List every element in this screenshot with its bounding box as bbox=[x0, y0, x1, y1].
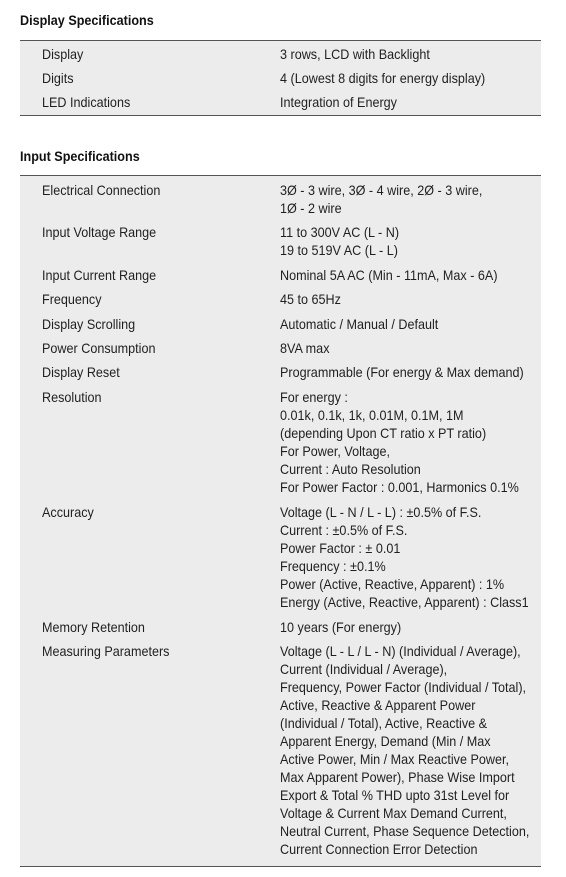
spec-label: Input Current Range bbox=[42, 267, 157, 283]
spec-label: Input Voltage Range bbox=[42, 224, 157, 240]
spec-value-line: 1Ø - 2 wire bbox=[280, 200, 342, 216]
spec-value bbox=[280, 290, 341, 308]
spec-label: Digits bbox=[42, 70, 74, 86]
spec-label: Display Reset bbox=[42, 364, 120, 380]
spec-value-line: 3 rows, LCD with Backlight bbox=[280, 46, 430, 62]
spec-value bbox=[280, 45, 430, 63]
display-specifications-table bbox=[20, 40, 541, 116]
input-specifications-table bbox=[20, 175, 541, 867]
spec-value bbox=[280, 503, 529, 611]
spec-value-line: Export & Total % THD upto 31st Level for bbox=[280, 787, 510, 803]
spec-value-line: 4 (Lowest 8 digits for energy display) bbox=[280, 70, 486, 86]
spec-value-line: Current Connection Error Detection bbox=[280, 841, 478, 857]
spec-label: Power Consumption bbox=[42, 340, 156, 356]
spec-value-line: 19 to 519V AC (L - L) bbox=[280, 242, 398, 258]
spec-value-line: Current : Auto Resolution bbox=[280, 461, 421, 477]
spec-value-line: 10 years (For energy) bbox=[280, 619, 402, 635]
spec-value-line: Neutral Current, Phase Sequence Detection, bbox=[280, 823, 530, 839]
spec-value-line: Automatic / Manual / Default bbox=[280, 316, 439, 332]
spec-value-line: Current : ±0.5% of F.S. bbox=[280, 522, 408, 538]
spec-label: Electrical Connection bbox=[42, 182, 161, 198]
spec-value-line: 11 to 300V AC (L - N) bbox=[280, 224, 400, 240]
spec-value-line: 0.01k, 0.1k, 1k, 0.01M, 0.1M, 1M bbox=[280, 407, 464, 423]
spec-value-line: Energy (Active, Reactive, Apparent) : Class1 bbox=[280, 594, 529, 610]
spec-value-line: Programmable (For energy & Max demand) bbox=[280, 364, 524, 380]
spec-value-line: Power Factor : ± 0.01 bbox=[280, 540, 401, 556]
spec-value bbox=[280, 266, 498, 284]
spec-label: Measuring Parameters bbox=[42, 643, 170, 659]
spec-label: Accuracy bbox=[42, 504, 94, 520]
spec-value-line: Voltage (L - L / L - N) (Individual / Average), bbox=[280, 643, 521, 659]
spec-value-line: Voltage (L - N / L - L) : ±0.5% of F.S. bbox=[280, 504, 482, 520]
spec-value-line: 45 to 65Hz bbox=[280, 291, 341, 307]
spec-label: LED Indications bbox=[42, 94, 131, 110]
spec-value-line: Voltage & Current Max Demand Current, bbox=[280, 805, 507, 821]
spec-value-line: 3Ø - 3 wire, 3Ø - 4 wire, 2Ø - 3 wire, bbox=[280, 182, 483, 198]
spec-value-line: For energy : bbox=[280, 389, 348, 405]
spec-value bbox=[280, 339, 330, 357]
spec-value-line: Active, Reactive & Apparent Power bbox=[280, 697, 476, 713]
spec-value-line: For Power, Voltage, bbox=[280, 443, 390, 459]
spec-label: Display Scrolling bbox=[42, 316, 136, 332]
spec-value bbox=[280, 181, 482, 217]
spec-value-line: Frequency : ±0.1% bbox=[280, 558, 386, 574]
spec-label: Resolution bbox=[42, 389, 102, 405]
spec-value bbox=[280, 388, 519, 496]
spec-label: Frequency bbox=[42, 291, 102, 307]
spec-value-line: Active Power, Min / Max Reactive Power, bbox=[280, 751, 509, 767]
spec-value-line: Max Apparent Power), Phase Wise Import bbox=[280, 769, 515, 785]
spec-value-line: Nominal 5A AC (Min - 11mA, Max - 6A) bbox=[280, 267, 498, 283]
spec-value-line: Apparent Energy, Demand (Min / Max bbox=[280, 733, 491, 749]
spec-value-line: Current (Individual / Average), bbox=[280, 661, 448, 677]
spec-label: Memory Retention bbox=[42, 619, 145, 635]
display-specifications-title: Display Specifications bbox=[20, 12, 154, 28]
spec-value-line: Integration of Energy bbox=[280, 94, 397, 110]
spec-value bbox=[280, 618, 401, 636]
spec-value-line: (depending Upon CT ratio x PT ratio) bbox=[280, 425, 487, 441]
spec-value bbox=[280, 93, 397, 111]
spec-value-line: 8VA max bbox=[280, 340, 330, 356]
spec-value-line: Power (Active, Reactive, Apparent) : 1% bbox=[280, 576, 505, 592]
input-specifications-title: Input Specifications bbox=[20, 148, 140, 164]
spec-label: Display bbox=[42, 46, 84, 62]
spec-value bbox=[280, 642, 529, 858]
spec-value-line: (Individual / Total), Active, Reactive & bbox=[280, 715, 488, 731]
spec-value bbox=[280, 69, 485, 87]
spec-value-line: Frequency, Power Factor (Individual / Total), bbox=[280, 679, 527, 695]
spec-value bbox=[280, 363, 524, 381]
spec-value-line: For Power Factor : 0.001, Harmonics 0.1% bbox=[280, 479, 519, 495]
spec-value bbox=[280, 315, 438, 333]
spec-value bbox=[280, 223, 399, 259]
